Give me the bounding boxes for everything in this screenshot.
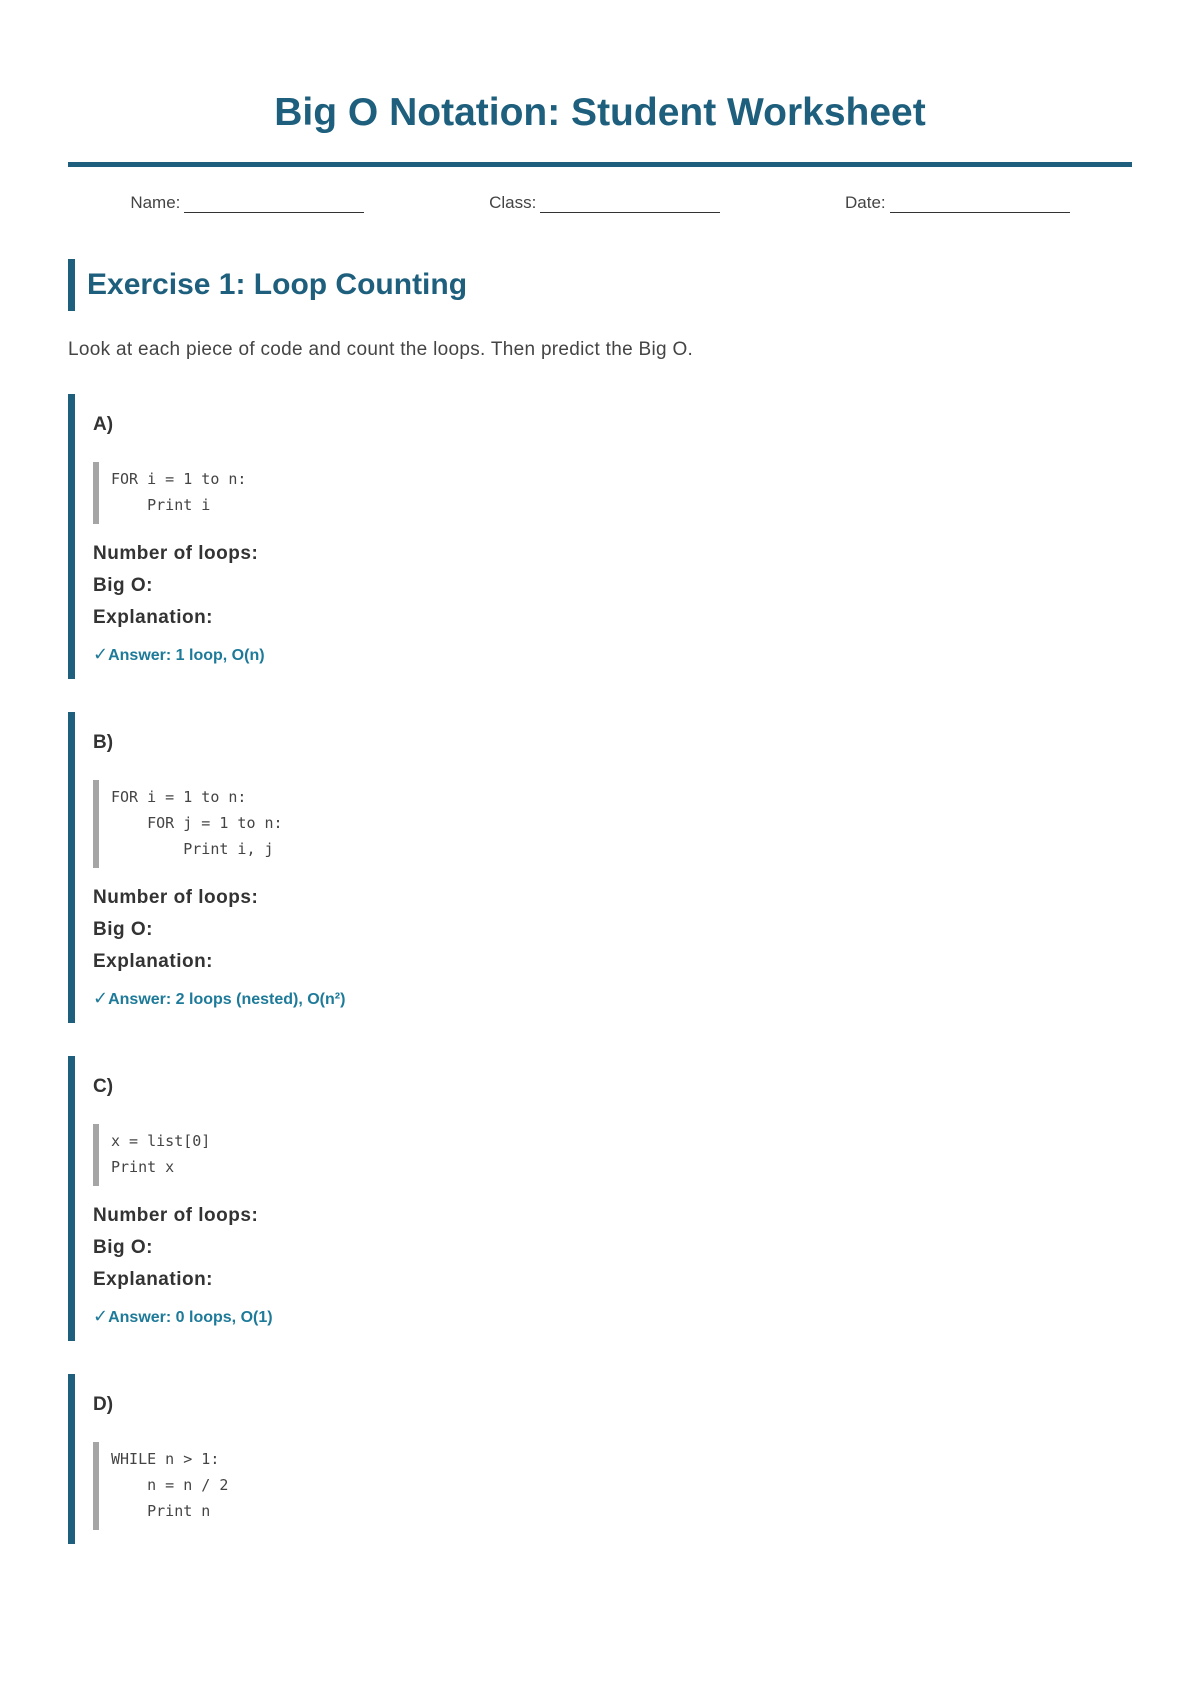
explanation-question[interactable]: Explanation: xyxy=(93,951,214,972)
page-title: Big O Notation: Student Worksheet xyxy=(274,91,926,134)
problem-label: D) xyxy=(93,1394,114,1415)
explanation-question[interactable]: Explanation: xyxy=(93,1269,214,1290)
problem-list xyxy=(68,394,1132,1544)
answer-text xyxy=(93,988,1132,1009)
check-icon: ✓ xyxy=(93,1306,109,1326)
name-field[interactable] xyxy=(130,193,364,213)
explanation-question[interactable]: Explanation: xyxy=(93,607,214,628)
problem-label: C) xyxy=(93,1076,114,1097)
loops-question[interactable]: Number of loops: xyxy=(93,1205,259,1226)
class-field[interactable] xyxy=(489,193,720,213)
answer-value: Answer: 2 loops (nested), O(n²) xyxy=(108,991,346,1008)
question-group xyxy=(93,1200,1132,1296)
bigo-question[interactable]: Big O: xyxy=(93,919,153,940)
problem-b xyxy=(68,712,1132,1023)
class-blank-line[interactable] xyxy=(540,197,720,213)
answer-text xyxy=(93,644,1132,665)
name-label: Name: xyxy=(130,193,181,212)
problem-c xyxy=(68,1056,1132,1341)
code-block: FOR i = 1 to n: FOR j = 1 to n: Print i, j xyxy=(93,780,1132,868)
check-icon: ✓ xyxy=(93,988,109,1008)
date-label: Date: xyxy=(844,193,886,212)
bigo-question[interactable]: Big O: xyxy=(93,575,153,596)
bigo-question[interactable]: Big O: xyxy=(93,1237,153,1258)
student-info-row xyxy=(68,193,1132,213)
check-icon: ✓ xyxy=(93,644,109,664)
code-block: FOR i = 1 to n: Print i xyxy=(93,462,1132,524)
title-divider xyxy=(68,162,1132,167)
question-group xyxy=(93,538,1132,634)
date-blank-line[interactable] xyxy=(890,197,1070,213)
answer-value: Answer: 0 loops, O(1) xyxy=(108,1309,273,1326)
problem-a xyxy=(68,394,1132,679)
problem-label: A) xyxy=(93,414,114,435)
exercise-heading: Exercise 1: Loop Counting xyxy=(68,259,1132,311)
loops-question[interactable]: Number of loops: xyxy=(93,543,259,564)
answer-value: Answer: 1 loop, O(n) xyxy=(108,647,265,664)
problem-d xyxy=(68,1374,1132,1544)
class-label: Class: xyxy=(489,193,537,212)
question-group xyxy=(93,882,1132,978)
code-block: x = list[0] Print x xyxy=(93,1124,1132,1186)
loops-question[interactable]: Number of loops: xyxy=(93,887,259,908)
date-field[interactable] xyxy=(845,193,1070,213)
code-block: WHILE n > 1: n = n / 2 Print n xyxy=(93,1442,1132,1530)
name-blank-line[interactable] xyxy=(184,197,364,213)
problem-label: B) xyxy=(93,732,114,753)
answer-text xyxy=(93,1306,1132,1327)
exercise-instructions: Look at each piece of code and count the loops. Then predict the Big O. xyxy=(68,339,694,360)
